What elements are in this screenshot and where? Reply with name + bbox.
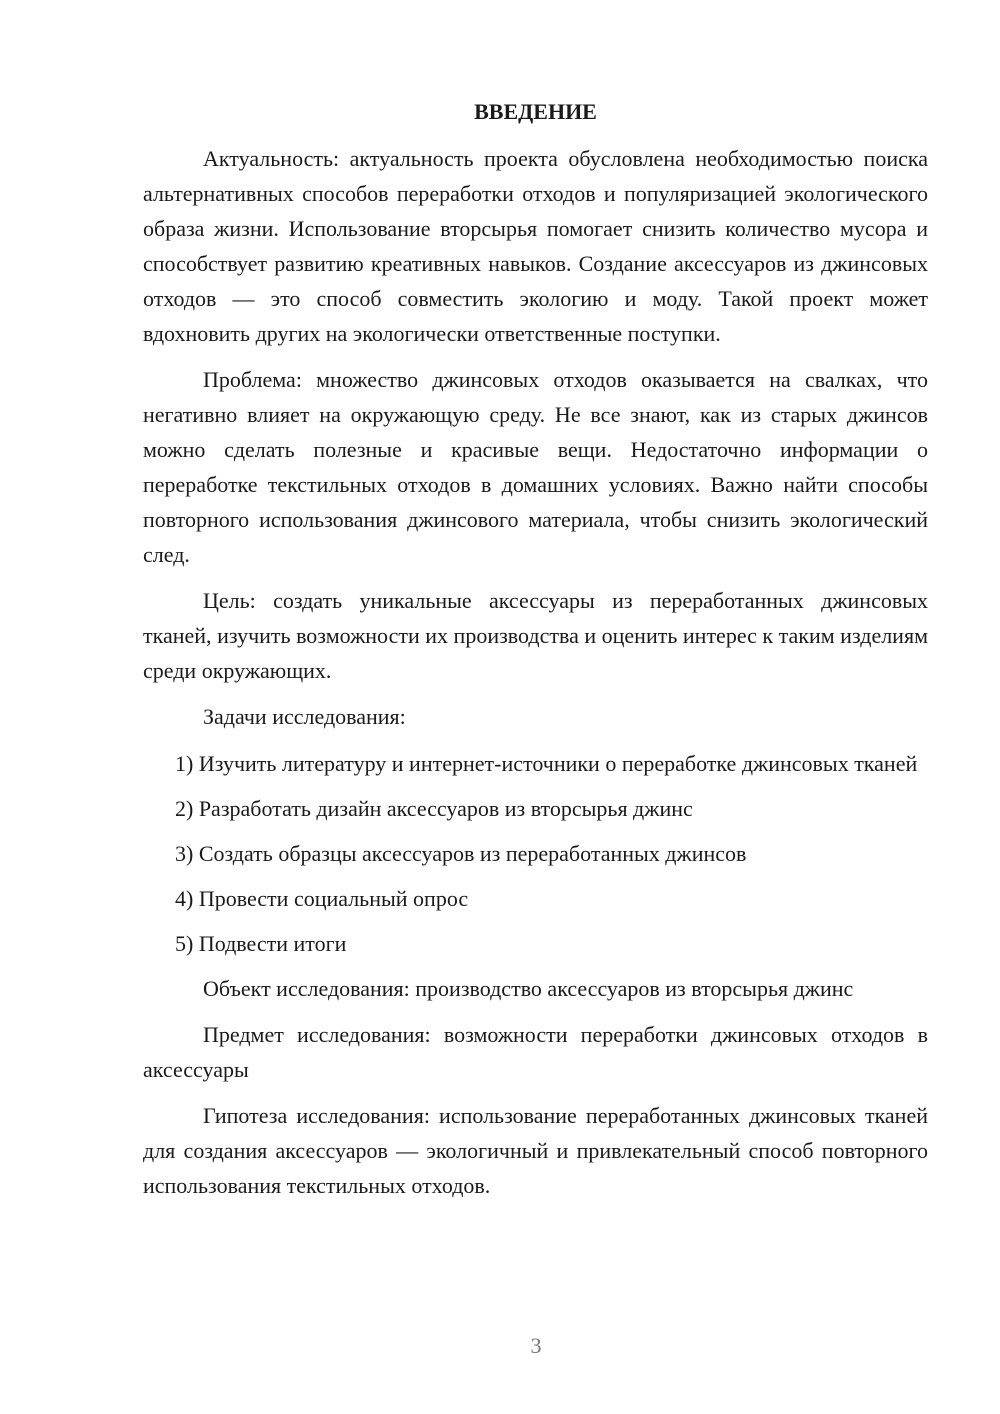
task-item-4: 4) Провести социальный опрос	[175, 886, 469, 911]
tasks-heading: Задачи исследования:	[203, 704, 406, 729]
object-paragraph: Объект исследования: производство аксессуаров из вторсырья джинс	[203, 976, 854, 1001]
goal-paragraph: Цель: создать уникальные аксессуары из переработанных джинсовых тканей, изучить возможности их производства и оценить интерес к таким изделиям среди окружающих.	[143, 588, 928, 683]
task-item-2: 2) Разработать дизайн аксессуаров из вторсырья джинс	[175, 796, 693, 821]
problem-paragraph: Проблема: множество джинсовых отходов оказывается на свалках, что негативно влияет на окружающую среду. Не все знают, как из старых джинсов можно сделать полезные и красивые вещи. Недостаточно информации о переработке текстильных отходов в домашних условиях. Важно найти способы повторного использования джинсового материала, чтобы снизить экологический след.	[143, 367, 928, 567]
hypothesis-paragraph: Гипотеза исследования: использование переработанных джинсовых тканей для создания аксессуаров — экологичный и привлекательный способ повторного использования текстильных отходов.	[143, 1103, 928, 1198]
task-item-5: 5) Подвести итоги	[175, 931, 347, 956]
task-item-1: 1) Изучить литературу и интернет-источники о переработке джинсовых тканей	[175, 751, 918, 776]
document-body	[143, 94, 928, 1214]
subject-paragraph: Предмет исследования: возможности переработки джинсовых отходов в аксессуары	[143, 1022, 928, 1082]
section-title: ВВЕДЕНИЕ	[474, 99, 597, 124]
task-item-3: 3) Создать образцы аксессуаров из переработанных джинсов	[175, 841, 747, 866]
page-number: 3	[530, 1333, 542, 1358]
relevance-paragraph: Актуальность: актуальность проекта обусловлена необходимостью поиска альтернативных способов переработки отходов и популяризацией экологического образа жизни. Использование вторсырья помогает снизить количество мусора и способствует развитию креативных навыков. Создание аксессуаров из джинсовых отходов — это способ совместить экологию и моду. Такой проект может вдохновить других на экологически ответственные поступки.	[143, 146, 928, 346]
